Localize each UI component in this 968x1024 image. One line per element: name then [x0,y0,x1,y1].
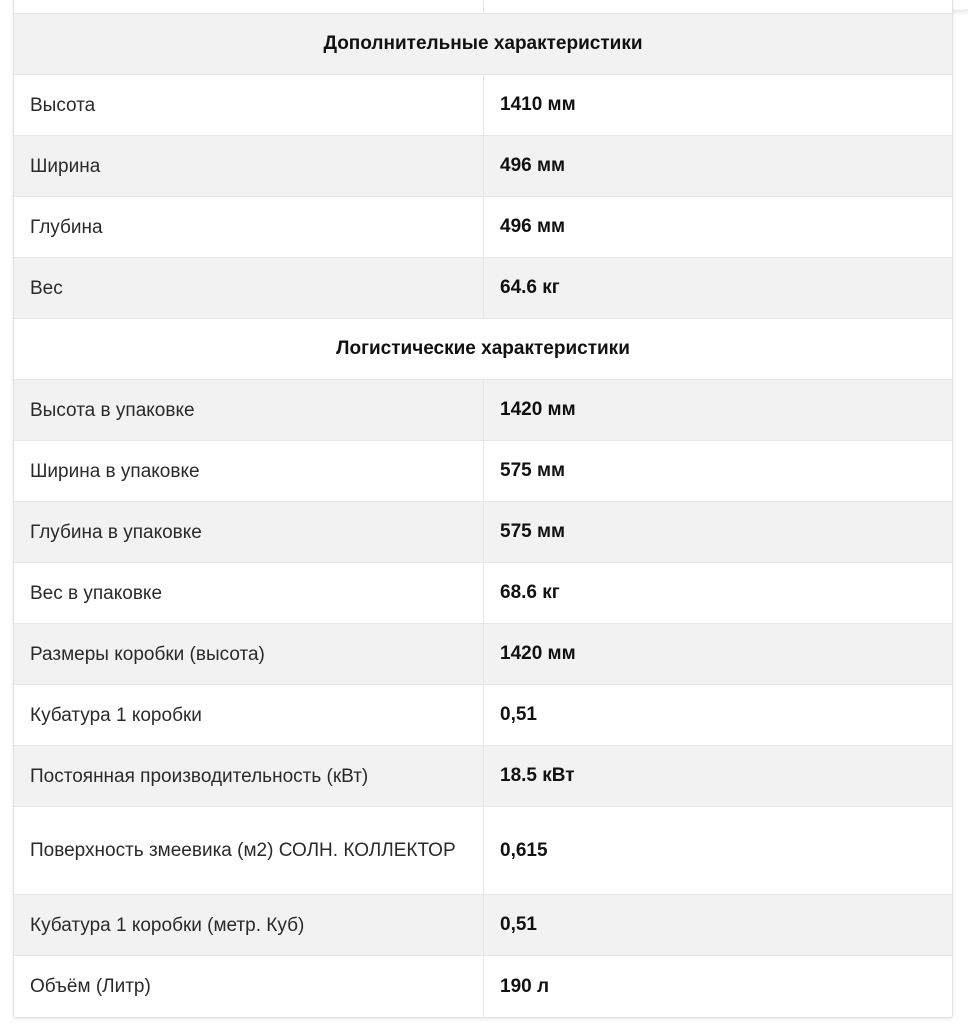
table-cell-label: Размеры коробки (высота) [14,624,484,684]
table-row [14,441,952,502]
table-row [14,75,952,136]
table-cell-value: 1410 мм [500,94,576,115]
table-cell-value: 18.5 кВт [500,765,575,786]
table-cell-value: 190 л [500,975,550,997]
table-cell-label: Высота [14,75,484,135]
table-cell-value: 575 мм [500,521,566,542]
table-row [14,746,952,807]
table-cell-value: 0,51 [500,914,537,935]
table-row [14,563,952,624]
table-cell-value: 68.6 кг [500,582,560,603]
table-cell-label: Ширина в упаковке [14,441,484,501]
section-title-additional: Дополнительные характеристики [14,14,952,75]
table-cell-label: Глубина в упаковке [14,502,484,562]
table-cell-value: 1420 мм [500,399,576,420]
table-cell-label: Постоянная производительность (кВт) [14,746,484,806]
table-cell-label: Вес [14,258,484,318]
table-row [14,807,952,895]
table-cell-label [14,0,484,13]
table-row [14,136,952,197]
table-row [14,197,952,258]
table-cell-value: 496 мм [500,155,566,176]
table-row [14,685,952,746]
table-row [14,258,952,319]
table-cell-value: 64.6 кг [500,277,560,298]
table-cell-value: 575 мм [500,460,566,481]
table-row [14,502,952,563]
table-row [14,624,952,685]
table-row [14,956,952,1017]
table-cell-label: Ширина [14,136,484,196]
table-cell-label: Объём (Литр) [14,956,484,1017]
table-row-partial [14,0,952,14]
table-cell-label: Вес в упаковке [14,563,484,623]
table-cell-label: Поверхность змеевика (м2) СОЛН. КОЛЛЕКТОР [14,807,484,894]
table-cell-value: 0,615 [500,839,548,861]
table-row [14,895,952,956]
table-row [14,380,952,441]
specs-table [13,0,953,1018]
table-cell-value: 496 мм [500,216,566,237]
table-cell-label: Глубина [14,197,484,257]
table-cell-label: Кубатура 1 коробки [14,685,484,745]
table-cell-value [484,0,952,13]
table-cell-value: 0,51 [500,704,537,725]
table-cell-value: 1420 мм [500,643,576,664]
table-cell-label: Кубатура 1 коробки (метр. Куб) [14,895,484,955]
section-title-logistics: Логистические характеристики [14,319,952,380]
table-cell-label: Высота в упаковке [14,380,484,440]
